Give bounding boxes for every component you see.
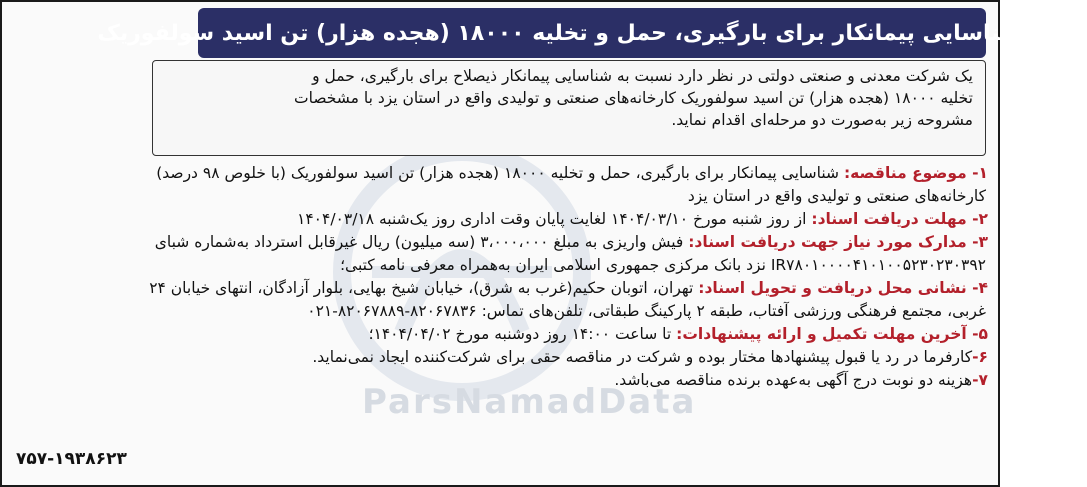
- item-row: [16, 323, 988, 346]
- item-text: شناسایی پیمانکار برای بارگیری، حمل و تخلیه ۱۸۰۰۰ (هجده هزار) تن اسید سولفوریک (با خلوص ۹۸ درصد): [156, 164, 844, 182]
- item-heading: ۷-: [972, 371, 988, 389]
- item-row: کارخانه‌های صنعتی و تولیدی واقع در استان یزد: [687, 187, 986, 205]
- intro-line: مشروحه زیر به‌صورت دو مرحله‌ای اقدام نماید.: [671, 111, 973, 129]
- item-row: [16, 369, 988, 392]
- item-row: [16, 346, 988, 369]
- item-row: [16, 277, 988, 300]
- item-heading: ۴- نشانی محل دریافت و تحویل اسناد:: [698, 279, 988, 297]
- item-heading: ۶-: [972, 348, 988, 366]
- item-heading: ۲- مهلت دریافت اسناد:: [811, 210, 988, 228]
- item-address: [16, 277, 988, 323]
- intro-line: یک شرکت معدنی و صنعتی دولتی در نظر دارد نسبت به شناسایی پیمانکار ذیصلاح برای بارگیری، حمل و: [312, 67, 973, 85]
- item-subject: [16, 162, 988, 208]
- item-text: تا ساعت ۱۴:۰۰ روز دوشنبه مورخ ۱۴۰۴/۰۴/۰۲؛: [368, 325, 677, 343]
- item-row: [16, 208, 988, 231]
- item-text: کارفرما در رد یا قبول پیشنهادها مختار بوده و شرکت در مناقصه حقی برای شرکت‌کننده ایجاد نمی‌نماید.: [312, 348, 973, 366]
- item-row: IR۷۸۰۱۰۰۰۰۴۱۰۱۰۰۵۲۳۰۲۳۰۳۹۲ نزد بانک مرکزی جمهوری اسلامی ایران به‌همراه معرفی نامه کتبی؛: [340, 256, 986, 274]
- item-employer-rights: [16, 346, 988, 369]
- ad-reference-code: ۷۵۷-۱۹۳۸۶۲۳: [16, 449, 127, 469]
- item-row: [16, 162, 988, 185]
- item-ad-cost: [16, 369, 988, 392]
- watermark-text: ParsNamadData: [362, 382, 697, 422]
- item-text: فیش واریزی به مبلغ ۳،۰۰۰،۰۰۰ (سه میلیون) ریال غیرقابل استرداد به‌شماره شبای: [154, 233, 689, 251]
- item-text: از روز شنبه مورخ ۱۴۰۴/۰۳/۱۰ لغایت پایان وقت اداری روز یک‌شنبه ۱۴۰۴/۰۳/۱۸: [297, 210, 812, 228]
- item-text: تهران، اتوبان حکیم(غرب به شرق)، خیابان شیخ بهایی، بلوار آزادگان، انتهای خیابان ۲۴: [149, 279, 699, 297]
- item-row: [16, 231, 988, 254]
- intro-box: [152, 60, 986, 156]
- item-heading: ۳- مدارک مورد نیاز جهت دریافت اسناد:: [688, 233, 988, 251]
- item-row: غربی، مجتمع فرهنگی ورزشی آفتاب، طبقه ۲ پارکینگ طبقاتی، تلفن‌های تماس: ۸۲۰۶۷۸۳۶-۸۲۰۶۷۸۸۹-۰۲۱: [307, 302, 986, 320]
- item-heading: ۱- موضوع مناقصه:: [843, 164, 988, 182]
- item-text: هزینه دو نوبت درج آگهی به‌عهده برنده مناقصه می‌باشد.: [614, 371, 973, 389]
- item-final-deadline: [16, 323, 988, 346]
- item-heading: ۵- آخرین مهلت تکمیل و ارائه پیشنهادات:: [676, 325, 988, 343]
- tender-items: [16, 162, 988, 392]
- item-required-docs: [16, 231, 988, 277]
- intro-line: تخلیه ۱۸۰۰۰ (هجده هزار) تن اسید سولفوریک کارخانه‌های صنعتی و تولیدی واقع در استان یزد با مشخصات: [294, 89, 973, 107]
- item-deadline-docs: [16, 208, 988, 231]
- ad-title: آگهی شناسایی پیمانکار برای بارگیری، حمل و تخلیه ۱۸۰۰۰ (هجده هزار) تن اسید سولفوریک: [198, 8, 986, 58]
